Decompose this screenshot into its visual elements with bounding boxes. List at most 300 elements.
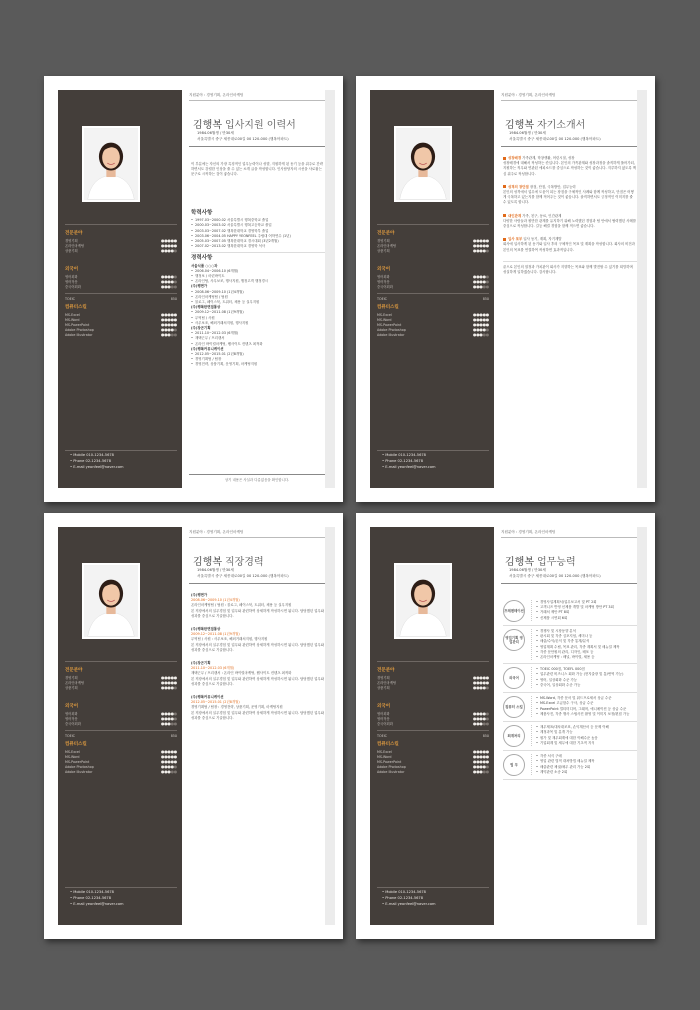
skill-label: 중국어회화 (65, 285, 81, 289)
skill-rating-dots: ●●●●● (473, 680, 489, 685)
page-title (505, 553, 576, 568)
skill-label: 온라인마케팅 (65, 681, 85, 685)
education-item: • 2003.03~2007.02 행복한대학교 경영학부 졸업 (191, 229, 325, 234)
education-item: • 2005.03~2007.05 행복한대학교 경시대회 (3년2개월) (191, 239, 325, 244)
skill-label: Adobe Illustrator (377, 332, 405, 337)
career-company: 서울식품 ○○○과 (191, 263, 218, 268)
job-description: 본 직장에서의 실무경험 및 업무와 관련하여 상세하게 작성하시면 됩니다. 담당했던 업무와 성과를 중심으로 기술합니다. (191, 710, 325, 720)
education-item: • 2007.02~2013.02 행복한대학교 경영학 석사 (191, 244, 325, 249)
skill-label: MS-Excel (377, 312, 392, 317)
cover-letter-body (503, 156, 637, 275)
skill-label: MS-PowerPoint (65, 322, 90, 327)
capability-item: • 거래처 제안 PT 8회 (536, 610, 637, 615)
side-section (377, 304, 489, 337)
skill-label: Adobe Photoshop (377, 327, 406, 332)
contact-block (382, 889, 492, 907)
cover-letter-block (503, 156, 637, 177)
side-divider (65, 661, 177, 662)
phone-text: • Phone 02-1234-5678 (382, 896, 423, 900)
skill-rating-dots: ●●●●● (473, 312, 489, 317)
resume-page (44, 76, 343, 502)
career-detail: • 2008.06~2009.10 (1년4개월) (191, 290, 325, 295)
skill-rating-dots: ●●●●● (161, 317, 177, 322)
applicant-name: 김행복 (193, 557, 222, 568)
job-company: (주)행복한면접통상 (191, 627, 221, 632)
capability-item: • 매출관련 채권/채무 관리 가능 2회 (536, 765, 637, 770)
confirm-note: 상기 내용은 사실과 다름없음을 확인합니다. (224, 478, 290, 482)
toeic-row (377, 733, 489, 738)
capability-item: • 계정과목 및 분개 가능 (536, 730, 637, 735)
skill-rating-dots: ●●●●● (473, 769, 489, 774)
capability-item: • 판시회 및 각종 심포지엄, 세미나 등 (536, 634, 637, 639)
header-divider (189, 100, 325, 101)
skill-label: 중국어회화 (377, 722, 393, 726)
toeic-label: TOEIC (65, 296, 75, 301)
skill-label: MS-Word (377, 754, 392, 759)
job-period: 2012.05~2015.01 (2년8개월) (191, 700, 240, 705)
cover-letter-block (503, 185, 637, 206)
career-entry (191, 593, 325, 619)
capability-badge: 영업기획 영업관리 (503, 629, 525, 651)
career-entry (191, 661, 325, 687)
side-section-title: 전문분야 (377, 231, 395, 236)
sidebar (370, 90, 494, 488)
mobile-text: • Mobile 010-1234-5678 (70, 890, 114, 894)
side-divider (65, 224, 177, 225)
skill-row (377, 332, 489, 337)
capability-item: • 각종 서식 구매 (536, 754, 637, 759)
cover-letter-block (503, 214, 637, 230)
skill-rating-dots: ●●●●● (161, 274, 177, 279)
capability-badge: 프레젠테이션 (503, 600, 525, 622)
skill-label: Adobe Photoshop (65, 327, 94, 332)
toeic-label: TOEIC (377, 296, 387, 301)
skill-rating-dots: ●●●●● (473, 759, 489, 764)
career-list (191, 593, 325, 729)
career-detail: • 경영기획팀 / 팀장 (191, 357, 325, 362)
side-section (65, 230, 177, 253)
skill-rating-dots: ●●●●● (473, 238, 489, 243)
skill-label: 영어작문 (377, 717, 390, 721)
profile-photo (396, 128, 450, 200)
block-heading: 성격의 장단점 (508, 184, 529, 189)
capability-group (503, 725, 637, 747)
skill-rating-dots: ●●●●● (161, 721, 177, 726)
skill-rating-dots: ●●●●● (161, 279, 177, 284)
career-detail: • 온라인마케팅팀 / 팀원 (191, 295, 325, 300)
intro-text: 이 부분에는 자신의 가장 특징적인 업무능력이나 성향, 지원하게 된 동기 등을 위주로 간략하면서도 강렬한 인상을 줄 수 있는 소개 글을 작성합니다. 인사담당자의 시선을 사로잡는 문구로 시작하는 것이 좋습니다. (191, 162, 323, 177)
block-tags: 가족관계, 학창생활, 어린시절, 성장 (522, 156, 575, 160)
skill-label: 상품기획 (65, 686, 78, 690)
skill-label: 영어회화 (377, 712, 390, 716)
career-company: (주)행복커뮤니케이션 (191, 346, 224, 351)
career-detail: • 블로그, 페이스북, 트위터, 채용 등 실무지원 (191, 300, 325, 305)
side-divider (377, 293, 489, 294)
capability-item: • 신제품 시연회 6회 (536, 616, 637, 621)
header-divider (501, 100, 637, 101)
skill-row (377, 721, 489, 726)
skill-rating-dots: ●●●●● (161, 243, 177, 248)
skill-row (65, 248, 177, 253)
side-section-title: 외국어 (377, 267, 391, 272)
sidebar (370, 527, 494, 925)
skill-rating-dots: ●●●●● (161, 754, 177, 759)
toeic-row (65, 733, 177, 738)
skill-rating-dots: ●●●●● (161, 675, 177, 680)
toeic-label: TOEIC (65, 733, 75, 738)
skill-rating-dots: ●●●●● (473, 248, 489, 253)
contact-block (70, 889, 180, 907)
toeic-row (377, 296, 489, 301)
block-heading: 성장배경 (508, 156, 522, 160)
mobile-text: • Mobile 010-1234-5678 (382, 453, 426, 457)
skill-label: 경영기획 (377, 239, 390, 243)
contact-block (382, 452, 492, 470)
side-section (377, 741, 489, 774)
career-detail: • 온라인 바이럴마케팅, 웹사이트 컨텐츠 최적화 (191, 342, 325, 347)
block-tags: 장점, 단점, 극복방안, 업무능력 (529, 184, 576, 189)
header-divider (501, 537, 637, 538)
career-detail: • 온라인팀, 사무보조, 행사지원, 행정고객 행정경시 (191, 279, 325, 284)
skill-label: 영어회화 (377, 275, 390, 279)
skill-rating-dots: ●●●●● (161, 312, 177, 317)
job-period: 2008.06~2009.10 (1년4개월) (191, 598, 240, 603)
side-section-title: 컴퓨터스킬 (65, 742, 87, 747)
phone-text: • Phone 02-1234-5678 (70, 459, 111, 463)
skills-page (356, 513, 655, 939)
side-section (65, 703, 177, 726)
skill-label: 영어작문 (377, 280, 390, 284)
skill-label: MS-Excel (377, 749, 392, 754)
side-section-title: 컴퓨터스킬 (377, 305, 399, 310)
toeic-score: 850 (170, 296, 177, 301)
career-detail: • 경영전략, 상품기획, 운영기획, 마케팅지원 (191, 362, 325, 367)
career-company: (주)행면가 (191, 284, 208, 289)
main-content (189, 513, 329, 939)
photo-frame (394, 563, 452, 639)
birth-text: 1984.06월생 / 만30세 (197, 568, 234, 572)
skill-label: 중국어회화 (377, 285, 393, 289)
toeic-score: 850 (482, 296, 489, 301)
career-detail: • 사무보조, 해외거래처지원, 행사지원 (191, 321, 325, 326)
doc-title: 입사지원 이력서 (224, 120, 296, 131)
apply-field: 지원분야 : 경영기획, 온라인마케팅 (189, 93, 244, 97)
side-section-title: 외국어 (65, 704, 79, 709)
doc-title: 업무능력 (536, 557, 576, 568)
footer-divider (189, 474, 325, 475)
main-content (501, 513, 641, 939)
side-section (65, 667, 177, 690)
birth-text: 1984.06월생 / 만30세 (509, 568, 546, 572)
skill-label: 영어작문 (65, 717, 78, 721)
doc-title: 직장경력 (224, 557, 264, 568)
title-divider (189, 583, 325, 584)
capability-group (503, 600, 637, 622)
side-divider (65, 730, 177, 731)
career-detail: • 행정보 / 마린바이트 (191, 274, 325, 279)
job-company: (주)행복커뮤니케이션 (191, 695, 224, 700)
capability-list (503, 597, 637, 783)
skill-label: 온라인마케팅 (65, 244, 85, 248)
skill-rating-dots: ●●●●● (473, 284, 489, 289)
sidebar (58, 90, 182, 488)
skill-rating-dots: ●●●●● (473, 317, 489, 322)
skill-row (65, 332, 177, 337)
skill-rating-dots: ●●●●● (473, 716, 489, 721)
career-company: (주)장곤기획 (191, 326, 211, 331)
skill-label: 온라인마케팅 (377, 681, 397, 685)
career-detail: • 재택근무 / 프리랜서 (191, 336, 325, 341)
job-company: (주)장곤기획 (191, 661, 211, 666)
skill-row (377, 769, 489, 774)
capability-group (503, 629, 637, 660)
skill-row (377, 284, 489, 289)
toeic-score: 850 (170, 733, 177, 738)
email-text: • E-mail yeonfeel@naver.com (70, 465, 124, 469)
apply-field: 지원분야 : 경영기획, 온라인마케팅 (189, 530, 244, 534)
block-text: 성장배경에 대해서 작성하는 칸입니다. 본인의 가족관계와 성장과정을 솔직하게 풀어가되, 지원하는 직무와 연관된 에피소드를 중심으로 작성하는 것이 좋습니다. 지루하지 않도록 핵심 위주로 작성합니다. (503, 161, 637, 176)
skill-rating-dots: ●●●●● (473, 332, 489, 337)
skill-rating-dots: ●●●●● (473, 754, 489, 759)
job-department: 경영기획팀 / 팀장 : 경영전략, 상품기획, 운영기획, 마케팅지원 (191, 705, 283, 710)
capability-item: • 원가 및 재무회계에 대한 이해수준 높음 (536, 736, 637, 741)
capability-item: • 온라인마케팅 : 배널, 바이럴, 채용 등 (536, 655, 637, 660)
side-section (377, 703, 489, 726)
page-title (193, 116, 296, 131)
skill-row (65, 685, 177, 690)
block-text: 회사에 입사하게 된 동기와 입사 후의 구체적인 목표 및 계획을 작성합니다. 회사의 비전과 본인의 목표를 연결하여 작성하면 효과적입니다. (503, 242, 635, 252)
header-divider (189, 537, 325, 538)
phone-text: • Phone 02-1234-5678 (382, 459, 423, 463)
skill-label: 온라인마케팅 (377, 244, 397, 248)
toeic-score: 850 (482, 733, 489, 738)
skill-rating-dots: ●●●●● (161, 680, 177, 685)
capability-badge: 컴퓨터 스킬 (503, 696, 525, 718)
skill-rating-dots: ●●●●● (473, 279, 489, 284)
block-heading: 대인관계 (508, 213, 522, 218)
address-text: 서울특별시 중구 세종대로00길 00 120-000 (행복아파트) (509, 574, 601, 578)
capability-item: • 기업회계 및 세무에 대한 기초적 지식 (536, 741, 637, 746)
block-text: 다양한 사람들과 원만한 관계를 유지하기 위해 노력했던 경험과 팀 안에서 협력했던 사례를 중심으로 작성합니다. 갈등 해결 경험을 함께 적으면 좋습니다. (503, 218, 637, 229)
capability-item: • 제품사진, 각종 행사 스냅사진 촬영 및 이미지 보정/편집 가능 (536, 712, 637, 717)
job-company: (주)행면가 (191, 593, 208, 597)
side-section-title: 컴퓨터스킬 (377, 742, 399, 747)
skill-label: 상품기획 (65, 249, 78, 253)
capability-item: • PowerPoint 멀티미디어, 그래픽, 애니메이션 등 상급 수준 (536, 707, 637, 712)
side-divider (65, 450, 177, 451)
doc-title: 자기소개서 (536, 120, 586, 131)
main-content (501, 76, 641, 502)
applicant-name: 김행복 (505, 557, 534, 568)
skill-rating-dots: ●●●●● (161, 322, 177, 327)
photo-frame (82, 563, 140, 639)
address-text: 서울특별시 중구 세종대로00길 00 120-000 (행복아파트) (197, 137, 289, 141)
skill-label: MS-PowerPoint (377, 759, 402, 764)
skill-label: MS-PowerPoint (377, 322, 402, 327)
apply-field: 지원분야 : 경영기획, 온라인마케팅 (501, 530, 556, 534)
skill-label: 상품기획 (377, 686, 390, 690)
skill-label: 경영기획 (65, 239, 78, 243)
address-text: 서울특별시 중구 세종대로00길 00 120-000 (행복아파트) (509, 137, 601, 141)
job-department: 재택근무 / 프리랜서 : 온라인 바이럴마케팅, 웹사이트 컨텐츠 최적화 (191, 671, 292, 676)
skill-label: Adobe Illustrator (377, 769, 405, 774)
skill-label: 영어회화 (65, 712, 78, 716)
skill-rating-dots: ●●●●● (473, 322, 489, 327)
side-section-title: 전문분야 (65, 231, 83, 236)
block-text: 본인의 성격에서 업무에 도움이 되는 장점을 구체적인 사례와 함께 작성하고, 단점은 어떻게 극복하고 있는지를 함께 적어주는 것이 좋습니다. 솔직하면서도 긍정적인 이미지를 줄 수 있도록 합니다. (503, 190, 634, 205)
page-title (505, 116, 585, 131)
career-page (44, 513, 343, 939)
skill-rating-dots: ●●●●● (473, 327, 489, 332)
capability-group (503, 696, 637, 718)
skill-label: MS-Excel (65, 749, 80, 754)
phone-text: • Phone 02-1234-5678 (70, 896, 111, 900)
side-section (377, 230, 489, 253)
job-description: 본 직장에서의 실무경험 및 업무와 관련하여 상세하게 작성하시면 됩니다. 담당했던 업무와 성과를 중심으로 기술합니다. (191, 608, 325, 618)
mobile-text: • Mobile 010-1234-5678 (382, 890, 426, 894)
skill-rating-dots: ●●●●● (161, 764, 177, 769)
side-section (65, 266, 177, 289)
skill-label: MS-Word (65, 754, 80, 759)
side-section-title: 외국어 (65, 267, 79, 272)
skill-label: Adobe Photoshop (377, 764, 406, 769)
capability-group (503, 667, 637, 689)
skill-rating-dots: ●●●●● (161, 248, 177, 253)
capability-item: • TOEIC 000점, TOEFL 000점 (536, 667, 637, 672)
side-divider (377, 887, 489, 888)
birth-text: 1984.06월생 / 만30세 (197, 131, 234, 135)
job-department: 온라인마케팅팀 / 팀원 : 블로그, 페이스북, 트위터, 채용 등 실무지원 (191, 603, 292, 608)
side-section-title: 전문분야 (377, 668, 395, 673)
sidebar (58, 527, 182, 925)
skill-rating-dots: ●●●●● (473, 721, 489, 726)
skill-rating-dots: ●●●●● (161, 238, 177, 243)
block-tags: 가족, 친구, 동료, 인간관계 (522, 213, 562, 218)
title-divider (501, 583, 637, 584)
job-description: 본 직장에서의 실무경험 및 업무와 관련하여 상세하게 작성하시면 됩니다. 담당했던 업무와 성과를 중심으로 기술합니다. (191, 676, 325, 686)
skill-rating-dots: ●●●●● (473, 274, 489, 279)
skill-rating-dots: ●●●●● (161, 332, 177, 337)
skill-label: Adobe Photoshop (65, 764, 94, 769)
photo-frame (394, 126, 452, 202)
mobile-text: • Mobile 010-1234-5678 (70, 453, 114, 457)
skill-label: MS-Excel (65, 312, 80, 317)
apply-field: 지원분야 : 경영기획, 온라인마케팅 (501, 93, 556, 97)
skill-rating-dots: ●●●●● (161, 716, 177, 721)
career-detail: • 2006.04~2006.10 (6개월) (191, 269, 325, 274)
profile-photo (396, 565, 450, 637)
email-text: • E-mail yeonfeel@naver.com (70, 902, 124, 906)
skill-label: MS-Word (65, 317, 80, 322)
cover-letter-page (356, 76, 655, 502)
career-entry (191, 695, 325, 721)
skill-label: 상품기획 (377, 249, 390, 253)
title-divider (189, 146, 325, 147)
profile-photo (84, 565, 138, 637)
skill-label: Adobe Illustrator (65, 769, 93, 774)
skill-rating-dots: ●●●●● (161, 284, 177, 289)
capability-item: • 계약관련 소송 2회 (536, 770, 637, 775)
career-heading: 경력사항 (191, 255, 213, 262)
closing-text: 끝으로 본인의 열정과 가치관이 회사가 지향하는 목표와 함께 발전할 수 있기를 희망하며 성실하게 일하겠습니다. 감사합니다. (503, 264, 633, 275)
skill-rating-dots: ●●●●● (473, 243, 489, 248)
toeic-label: TOEIC (377, 733, 387, 738)
capability-item: • 영업 관련 법적 대처방법 매뉴얼 제작 (536, 759, 637, 764)
skill-rating-dots: ●●●●● (161, 749, 177, 754)
birth-text: 1984.06월생 / 만30세 (509, 131, 546, 135)
block-heading: 입사 포부 (508, 237, 523, 242)
cover-letter-block (503, 237, 637, 253)
education-item: • 1997.03~2000.02 서울특별시 행복중학교 졸업 (191, 218, 325, 223)
skill-label: 중국어회화 (65, 722, 81, 726)
page-title (193, 553, 264, 568)
capability-group (503, 754, 637, 776)
job-description: 본 직장에서의 실무경험 및 업무와 관련하여 상세하게 작성하시면 됩니다. 담당했던 업무와 성과를 중심으로 기술합니다. (191, 642, 325, 652)
capability-item: • 매출/수익/손익 및 각종 통계/분석 (536, 639, 637, 644)
career-detail: • 2011.10~2012.03 (6개월) (191, 331, 325, 336)
career-company: (주)행복한면접통상 (191, 305, 221, 310)
skill-label: 경영기획 (377, 676, 390, 680)
side-section (65, 304, 177, 337)
skill-rating-dots: ●●●●● (161, 685, 177, 690)
side-section (377, 266, 489, 289)
skill-rating-dots: ●●●●● (161, 327, 177, 332)
skill-label: 경영기획 (65, 676, 78, 680)
side-section-title: 컴퓨터스킬 (65, 305, 87, 310)
block-tags: 입사 동기, 계획, 자기계발 (523, 237, 562, 242)
capability-badge: 회계처리 (503, 725, 525, 747)
skill-label: 영어작문 (65, 280, 78, 284)
photo-frame (82, 126, 140, 202)
career-detail: • 2012.05~2015.01 (2년8개월) (191, 352, 325, 357)
side-divider (65, 293, 177, 294)
contact-block (70, 452, 180, 470)
capability-item: • 각종 문안원의 관리, 디자인, 배포 등 (536, 650, 637, 655)
skill-row (65, 769, 177, 774)
career-detail: • 무역팀 / 사원 (191, 316, 325, 321)
career-entry (191, 627, 325, 653)
skill-rating-dots: ●●●●● (161, 769, 177, 774)
skill-rating-dots: ●●●●● (473, 675, 489, 680)
skill-rating-dots: ●●●●● (473, 764, 489, 769)
career-detail: • 2009.12~2011.08 (1년9개월) (191, 310, 325, 315)
skill-rating-dots: ●●●●● (473, 749, 489, 754)
skill-row (65, 284, 177, 289)
skill-rating-dots: ●●●●● (473, 711, 489, 716)
skill-row (377, 248, 489, 253)
capability-item: • 중국어, 일상회화 수준 가능 (536, 683, 637, 688)
education-item: • 2000.03~2003.02 서울특별시 행복고등학교 졸업 (191, 223, 325, 228)
email-text: • E-mail yeonfeel@naver.com (382, 465, 436, 469)
job-department: 무역팀 / 사원 : 사무보조, 해외거래처지원, 행사지원 (191, 637, 268, 642)
side-section (377, 667, 489, 690)
skill-rating-dots: ●●●●● (473, 685, 489, 690)
education-section (191, 208, 325, 368)
skill-label: MS-Word (377, 317, 392, 322)
capability-item: • 영어, 일상회화 수준 가능 (536, 678, 637, 683)
side-section-title: 전문분야 (65, 668, 83, 673)
side-divider (377, 730, 489, 731)
title-divider (501, 146, 637, 147)
skill-label: 영어회화 (65, 275, 78, 279)
education-item: • 2003.06~2004.05 HAPPY YEONFEEL 주립대 어학연수 (1년) (191, 234, 325, 239)
capability-item: • 업무관련 비즈니스 회화 가능 (현지출장 및 통/번역 가능) (536, 672, 637, 677)
email-text: • E-mail yeonfeel@naver.com (382, 902, 436, 906)
side-divider (377, 224, 489, 225)
toeic-row (65, 296, 177, 301)
capability-badge: 법 무 (503, 754, 525, 776)
applicant-name: 김행복 (193, 120, 222, 131)
